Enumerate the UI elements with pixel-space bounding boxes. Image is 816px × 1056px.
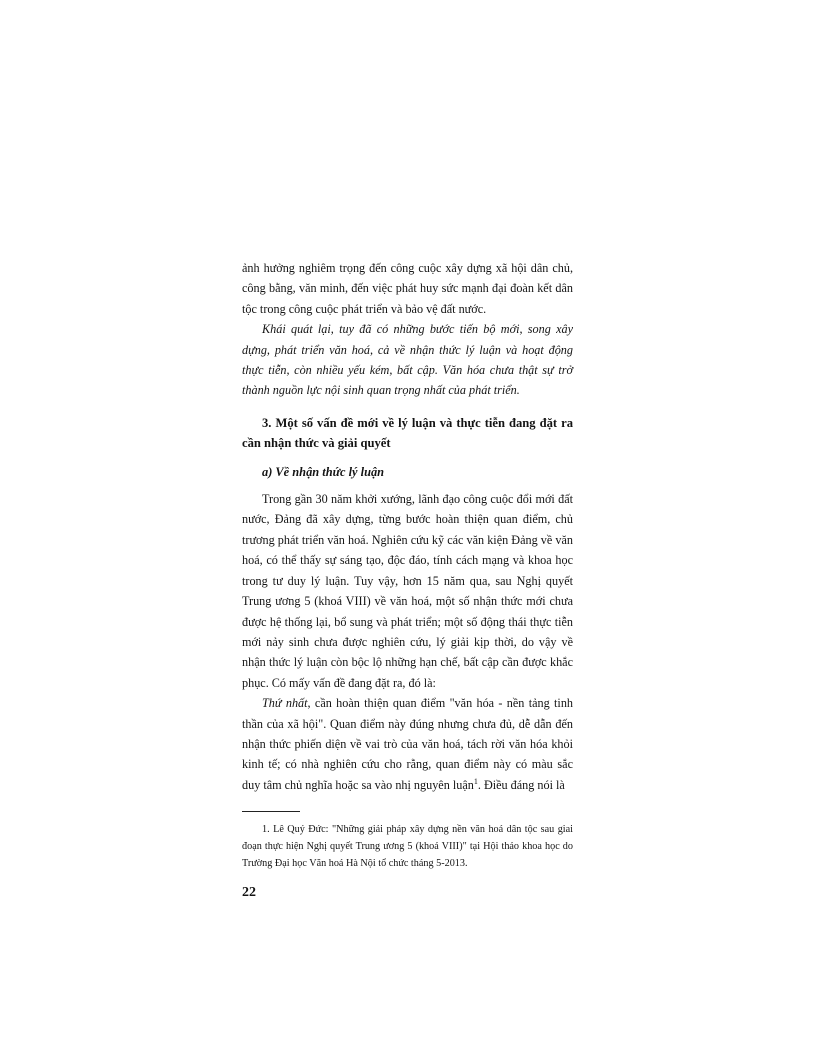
section-heading: 3. Một số vấn đề mới về lý luận và thực tiễn đang đặt ra cần nhận thức và giải quyết [242, 415, 573, 451]
section-spacer [242, 401, 573, 413]
page-number: 22 [242, 884, 256, 900]
paragraph-summary: Khái quát lại, tuy đã có những bước tiến bộ mới, song xây dựng, phát triển văn hoá, cả về nhận thức lý luận và hoạt động thực tiễn, còn nhiều yếu kém, bất cập. Văn hóa chưa thật sự trở thành nguồn lực nội sinh quan trọng nhất của phát triển. [242, 322, 573, 398]
paragraph-continuation: ảnh hưởng nghiêm trọng đến công cuộc xây dựng xã hội dân chủ, công bằng, văn minh, đến việc phát huy sức mạnh đại đoàn kết dân tộc trong công cuộc phát triển và bảo vệ đất nước. [242, 261, 573, 316]
subsection-heading: a) Về nhận thức lý luận [262, 464, 385, 479]
footnote-divider [242, 811, 300, 812]
first-issue-tail: . Điều đáng nói là [477, 777, 565, 792]
footnote: 1. Lê Quý Đức: "Những giải pháp xây dựng nền văn hoá dân tộc sau giai đoạn thực hiện Nghị quyết Trung ương 5 (khoá VIII)" tại Hội thảo khoa học do Trường Đại học Văn hoá Hà Nội tổ chức tháng 5-2013. [242, 824, 573, 869]
book-page [242, 258, 573, 901]
first-issue-lead: Thứ nhất [262, 696, 308, 711]
paragraph-first-issue [242, 693, 573, 795]
paragraph-main: Trong gần 30 năm khởi xướng, lãnh đạo công cuộc đổi mới đất nước, Đảng đã xây dựng, từng bước hoàn thiện quan điểm, chủ trương phát triển văn hoá. Nghiên cứu kỹ các văn kiện Đảng về văn hoá, có thể thấy sự sáng tạo, độc đáo, tính cách mạng và khoa học trong tư duy lý luận. Tuy vậy, hơn 15 năm qua, sau Nghị quyết Trung ương 5 (khoá VIII) về văn hoá, một số nhận thức mới chưa được hệ thống lại, bổ sung và phát triển; một số động thái thực tiễn mới nảy sinh chưa được nghiên cứu, lý giải kịp thời, do vậy về nhận thức lý luận còn bộc lộ những hạn chế, bất cập cần được khắc phục. Có mấy vấn đề đang đặt ra, đó là: [242, 492, 573, 690]
first-issue-text: , cần hoàn thiện quan điểm "văn hóa - nền tảng tinh thần của xã hội". Quan điểm này đúng nhưng chưa đủ, dễ dẫn đến nhận thức phiến diện về vai trò của văn hoá, tách rời văn hóa khỏi kinh tế; có nhà nghiên cứu cho rằng, quan điểm này có màu sắc duy tâm chủ nghĩa hoặc sa vào nhị nguyên luận [242, 696, 574, 792]
footnote-reference: 1 [473, 776, 478, 786]
